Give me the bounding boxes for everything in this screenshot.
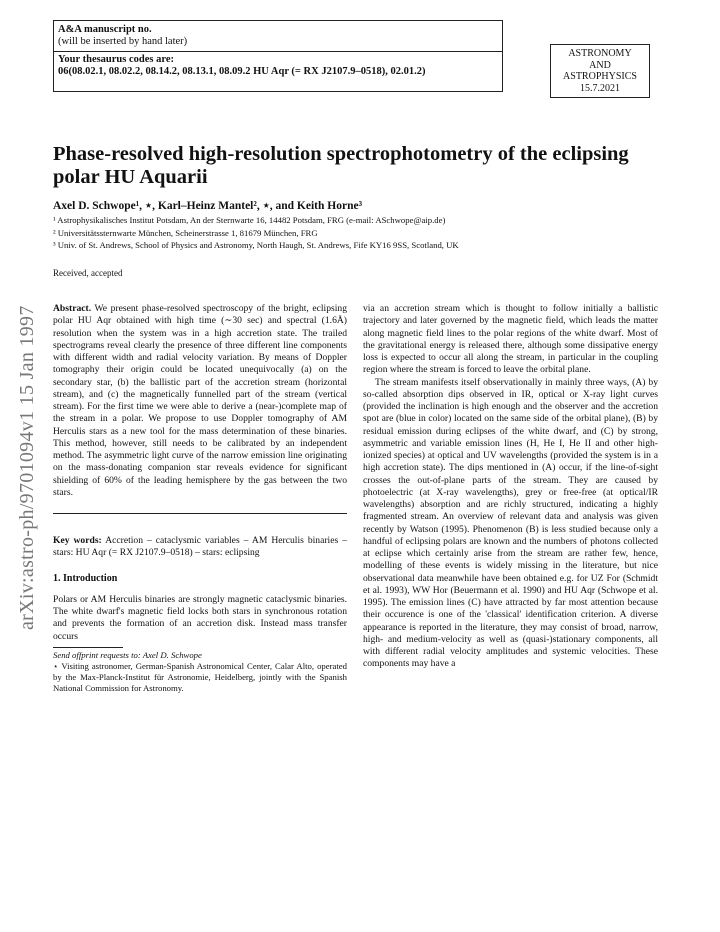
offprint-footnote: Send offprint requests to: Axel D. Schwope [53, 649, 202, 660]
stamp-line-2: AND [589, 59, 611, 71]
author-list: Axel D. Schwope¹, ⋆, Karl–Heinz Mantel², ⋆, and Keith Horne³ [53, 200, 363, 212]
arxiv-sidebar [0, 305, 50, 630]
affiliation-2: ² Universitätssternwarte München, Scheinerstrasse 1, 81679 München, FRG [53, 227, 318, 238]
abstract [53, 303, 347, 499]
right-column [363, 303, 658, 671]
manuscript-header-box [53, 20, 503, 92]
stamp-line-1: ASTRONOMY [568, 48, 632, 59]
thesaurus-label: Your thesaurus codes are: [58, 54, 174, 65]
received-line: Received, accepted [53, 268, 123, 278]
paper-title: Phase-resolved high-resolution spectrophotometry of the eclipsing polar HU Aquarii [53, 143, 629, 188]
abstract-text: We present phase-resolved spectroscopy of the bright, eclipsing polar HU Aqr obtained with high time (∼30 sec) and spectral (1.6Å) resolution when the system was in a high accretion state. The trailed spectrograms reveal clearly the presence of three different line components with different width and radial velocity variation. By means of Doppler tomography their origin could be located unequivocally (a) on the secondary star, (b) the ballistic part of the accretion stream (horizontal stream), and (c) the magnetically funnelled part of the stream (vertical stream). For the first time we were able to derive a (near-)complete map of the stream in a polar. We propose to use Doppler tomography of AM Herculis stars as a new tool for the mass determination of these binaries. This method, however, still needs to be calibrated by an independent method. The asymmetric light curve of the narrow emission line originating on the mass-donating companion star reveals evidence for significant shielding of 60% of the leading hemisphere by the gas between the two stars. [53, 303, 348, 498]
manuscript-label: A&A manuscript no. [58, 24, 152, 35]
left-column [53, 303, 347, 694]
stamp-line-3: ASTROPHYSICS [563, 71, 637, 82]
abstract-label: Abstract. [53, 303, 92, 314]
section-heading-introduction: 1. Introduction [53, 572, 118, 584]
stamp-date: 15.7.2021 [580, 82, 620, 94]
visiting-astronomer-footnote: ⋆ Visiting astronomer, German-Spanish Astronomical Center, Calar Alto, operated by the Max-Planck-Institut für Astronomie, Heidelberg, jointly with the Spanish National Commission for Astronomy. [53, 660, 347, 693]
manuscript-note: (will be inserted by hand later) [58, 36, 188, 47]
thesaurus-codes: 06(08.02.1, 08.02.2, 08.14.2, 08.13.1, 08.09.2 HU Aqr (= RX J2107.9–0518), 02.01.2) [58, 66, 426, 77]
arxiv-id: arXiv:astro-ph/9701094v1 15 Jan 1997 [16, 305, 38, 630]
header-divider [54, 51, 502, 52]
keywords [53, 535, 347, 560]
abstract-rule [53, 513, 347, 514]
journal-stamp [550, 44, 650, 98]
affiliations [53, 214, 459, 252]
affiliation-3: ³ Univ. of St. Andrews, School of Physics and Astronomy, North Haugh, St. Andrews, Fife KY16 9SS, Scotland, UK [53, 240, 459, 250]
footnote-rule [53, 647, 123, 648]
affiliation-1: ¹ Astrophysikalisches Institut Potsdam, An der Sternwarte 16, 14482 Potsdam, FRG (e-mail: ASchwope@aip.de) [53, 215, 446, 225]
right-paragraph-1: via an accretion stream which is thought to follow initially a ballistic trajectory and later governed by the magnetic field, which leads the matter along magnetic field lines to the polar regions of the white dwarf. Most of the gravitational energy is released there, although some dissipative energy loss is expected to occur all along the stream, in particular in the coupling region where the stream is forced to leave the orbital plane. [363, 303, 658, 376]
right-paragraph-2: The stream manifests itself observationally in mainly three ways, (A) by so-called absorption dips observed in IR, optical or X-ray light curves (provided the inclination is high enough and the observer and the accretion spot are (blue in color) located on the same side of the orbital plane), (B) by residual emission during eclipses of the white dwarf, and (C) by strong, asymmetric and variable emission lines (H, He I, He II and other high-ionized species) at optical and UV wavelengths (provided the system is in a high accretion state). The dips mentioned in (A) occur, if the line-of-sight crosses the out-of-plane parts of the stream. They are caused by photoelectric (at X-ray wavelengths), grey or free-free (at optical/IR wavelengths) absorption and are richly structured, indicating a highly fragmented stream. An overview of relevant data and analysis was given recently by Watson (1995). Phenomenon (B) is less studied because only a handful of eclipsing polars are known and the numbers of photons collected at eclipse which certainly arise from the stream are rather few, hence, modelling of these events is widely missing in the literature, but nice observational data meanwhile have been obtained e.g. for UZ For (Schmidt et al. 1993), WW Hor (Beuermann et al. 1990) and HU Aqr (Schwope et al. 1995). The emission lines (C) have attracted by far most attention because their occurence is one of the 'classical' identification criterion. A diverse appearance is reported in the literature, they may consist of broad, narrow, high- and medium-velocity as well as (quasi-)stationary components, all with different radial velocity amplitudes and systemic velocities. These components may have a [363, 376, 658, 670]
keywords-label: Key words: [53, 535, 102, 546]
intro-paragraph-1: Polars or AM Herculis binaries are strongly magnetic cataclysmic binaries. The white dwarf's magnetic field locks both stars in synchronous rotation and prevents the formation of an accretion disk. Instead mass transfer occurs [53, 593, 347, 642]
keywords-text: Accretion – cataclysmic variables – AM Herculis binaries – stars: HU Aqr (= RX J2107.9–0518) – stars: eclipsing [53, 535, 347, 559]
